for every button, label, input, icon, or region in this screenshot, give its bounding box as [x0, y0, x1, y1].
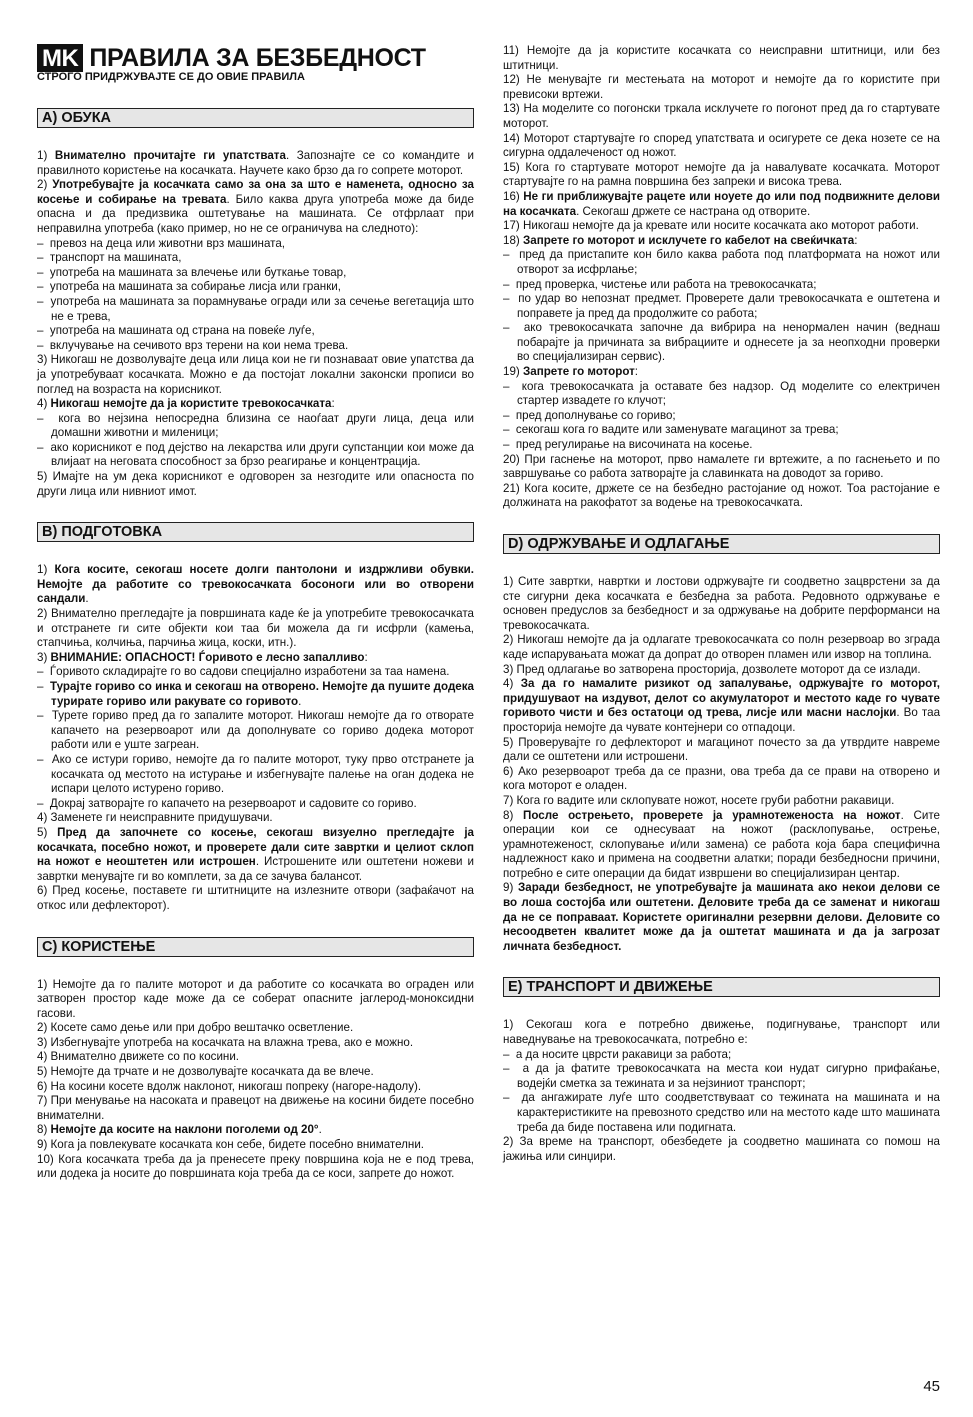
list-item: – кога во нејзина непосредна близина се наоѓаат други лица, деца или домашни животни и миленици; — [37, 411, 475, 440]
paragraph: 7) Кога го вадите или склопувате ножот, носете груби работни ракавици. — [503, 793, 895, 807]
paragraph: 6) Ако резервоарот треба да се празни, ова треба да се прави на отворено и кога моторот е оладен. — [503, 764, 940, 793]
page-number: 45 — [923, 1378, 940, 1395]
page-title: ПРАВИЛА ЗА БЕЗБЕДНОСТ — [89, 44, 426, 72]
paragraph: 11) Немојте да ја користите косачката со неисправни штитници, или без штитници. — [503, 44, 940, 72]
paragraph: 7) При менување на насоката и правецот на движење на косини бидете посебно внимателни. — [37, 1094, 474, 1122]
paragraph: 9) Кога ја повлекувате косачката кон себе, бидете посебно внимателни. — [37, 1138, 425, 1152]
list-item: – ако тревокосачката започне да вибрира на ненормален начин (веднаш побарајте ја причината за вибрациите и однесете ја за неопходни проверки во специјализиран сервис). — [503, 321, 941, 364]
paragraph: 14) Моторот стартувајте го според упатствата и осигурете се дека нозете се на сигурна оддалеченост од ножот. — [503, 131, 940, 160]
page-subtitle: СТРОГО ПРИДРЖУВАЈТЕ СЕ ДО ОВИЕ ПРАВИЛА — [37, 71, 305, 83]
paragraph: 4) За да го намалите ризикот од запалување, одржувајте го моторот, придушуваот на издувот, делот со акумулаторот и местото каде го чувате горивото чисти и без остатоци од трева, лисје или масни наслојки. Во таа просторија немојте да чувате контејнери со отпадоци. — [503, 677, 941, 734]
paragraph: 2) Употребувајте ја косачката само за она за што е наменета, односно за косење и собирање на тревата. Било каква друга употреба може да биде опасна и да предизвика оштетување на машината. Се отфрлаат при неправилна употреба (како пример, но не се ограничува на следното): — [37, 178, 475, 235]
paragraph: 8) После острењето, проверете ја урамнотеженоста на ножот. Сите операции кои се однесуваат на ножот (расклопување, острење, урамнотеженост, склопување и/или замена) се работа која бара специфична надлежност како и примена на соодветни алатки; поради безбедносни причини, потребно е сите операции да бидат извршени во специјализиран центар. — [503, 808, 940, 880]
paragraph: 1) Кога косите, секогаш носете долги пантолони и издржливи обувки. Немојте да работите со тревокосачката босоноги или во отворени сандали. — [37, 563, 474, 606]
section-heading-a: A) ОБУКА — [37, 108, 474, 128]
list-item: – ако корисникот е под дејство на лекарства или други супстанции кои може да влијаат на неговата способност за брзо реагирање и концентрација. — [37, 440, 474, 469]
paragraph: 1) Секогаш кога е потребно движење, подигнување, транспорт или наведнување на тревокосачката, потребно е: — [503, 1018, 940, 1047]
paragraph: 5) Пред да започнете со косење, секогаш визуелно прегледајте ја косачката, посебно ножот, и проверете дали сите завртки и целиот склоп на ножот е неоштетен или истрошен. Истрошените или оштетени ножеви и завртки менувајте ги во комплети, за да се зачува балансот. — [37, 825, 474, 883]
paragraph: 9) Заради безбедност, не употребувајте ја машината ако некои делови се во лоша состојба или оштетени. Деловите треба да се заменат и никогаш да не се поправаат. Користете оригинални резервни делови. Деловите со несоодветен квалитет може да ја оштетат машината и да ја загрозат личната безбедност. — [503, 881, 940, 953]
paragraph: 16) Не ги приближувајте рацете или ноуете до или под подвижните делови на косачката. Секогаш држете се настрана од отворите. — [503, 189, 940, 218]
section-heading-b: B) ПОДГОТОВКА — [37, 522, 474, 542]
list-item: – пред проверка, чистење или работа на тревокосачката; — [503, 277, 817, 291]
list-item: – Докрај затворајте го капачето на резервоарот и садовите со гориво. — [37, 796, 417, 810]
list-item: – секогаш кога го вадите или заменувате магацинот за трева; — [503, 423, 839, 437]
list-item: – употреба на машината за порамнување огради или за сечење вегетација што не е трева, — [37, 294, 474, 323]
list-item: – употреба на машината од страна на повеќе луѓе, — [37, 324, 315, 338]
paragraph: 1) Немојте да го палите моторот и да работите со косачката во ограден или затворен простор каде може да се соберат опасните јаглерод-моноксидни гасови. — [37, 977, 474, 1020]
list-item: – употреба на машината за влечење или буткање товар, — [37, 265, 347, 279]
paragraph: 3) ВНИМАНИЕ: ОПАСНОСТ! Ѓоривото е лесно запалливо: — [37, 650, 368, 664]
paragraph: 21) Кога косите, држете се на безбедно растојание од ножот. Тоа растојание е должината на ракофатот за водење на тревокосачката. — [503, 481, 940, 510]
list-item: – транспорт на машината, — [37, 251, 182, 265]
page-header — [37, 44, 474, 72]
list-item: – Турете гориво пред да го запалите моторот. Никогаш немојте да го отворате капачето на резервоарот или да дополнувате со гориво додека моторот работи или е уште загреан. — [37, 709, 474, 752]
section-heading-e: E) ТРАНСПОРТ И ДВИЖЕЊЕ — [503, 977, 940, 997]
paragraph: 12) Не менувајте ги местењата на моторот и немојте да го користите при превисоки вртежи. — [503, 73, 940, 101]
paragraph: 4) Внимателно движете со по косини. — [37, 1050, 240, 1064]
list-item: – Ѓоривото складирајте го во садови специјално изработени за таа намена. — [37, 665, 450, 679]
paragraph: 2) Внимателно прегледајте ја површината каде ќе ја употребите тревокосачката и отстранете ги сите објекти кои таа би можела да ги исфрли (камења, стапчиња, колчиња, парчиња жица, коски, итн.). — [37, 607, 474, 650]
paragraph: 3) Никогаш не дозволувајте деца или лица кои не ги познаваат овие упатства да ја употребуваат косачката. Можно е да постојат локални законски прописи во поглед на возраста на корисникот. — [37, 353, 474, 396]
list-item: – кога тревокосачката ја оставате без надзор. Од моделите со електричен стартер извадете го клучот; — [503, 379, 940, 408]
paragraph: 2) Косете само дење или при добро вештачко осветление. — [37, 1021, 354, 1035]
list-item: – пред регулирање на височината на косење. — [503, 438, 753, 452]
section-heading-d: D) ОДРЖУВАЊЕ И ОДЛАГАЊЕ — [503, 534, 940, 554]
list-item: – вклучување на сечивото врз терени на кои нема трева. — [37, 338, 349, 352]
list-item: – по удар во непознат предмет. Проверете дали тревокосачката е оштетена и поправете ја пред да продолжите со работа; — [503, 292, 940, 320]
paragraph: 3) Избегнувајте употреба на косачката на влажна трева, ако е можно. — [37, 1035, 414, 1049]
paragraph: 2) Никогаш немојте да ја одлагате тревокосачката со полн резервоар во зграда каде испарувањата можат да допрат до отворен пламен или извор на топлина. — [503, 633, 940, 661]
paragraph: 8) Немојте да косите на наклони поголеми од 20°. — [37, 1123, 322, 1137]
paragraph: 20) При гаснење на моторот, прво намалете ги вртежите, а по гаснењето и по завршување со работа затворајте ја славинката на доводот за гориво. — [503, 452, 940, 481]
paragraph: 19) Запрете го моторот: — [503, 365, 639, 379]
list-item: – Турајте гориво со инка и секогаш на отворено. Немојте да пушите додека турирате гориво или ракувате со горивото. — [37, 680, 474, 708]
paragraph: 17) Никогаш немојте да ја кревате или носите косачката ако моторот работи. — [503, 219, 919, 233]
paragraph: 6) Пред косење, поставете ги штитниците на излезните отвори (зафаќачот на откос или дефлекторот). — [37, 884, 474, 912]
list-item: – превоз на деца или животни врз машината, — [37, 236, 285, 250]
paragraph: 2) За време на транспорт, обезбедете ја соодветно машината со помош на јажиња или синџири. — [503, 1135, 940, 1163]
paragraph: 1) Внимателно прочитајте ги упатствата. Запознајте се со командите и правилното користење на косачката. Научете како брзо да го сопрете моторот. — [37, 149, 475, 177]
list-item: – пред да пристапите кон било каква работа под платформата на ножот или отворот за исфрлање; — [503, 248, 940, 276]
paragraph: 5) Проверувајте го дефлекторот и магацинот почесто за да утврдите навреме дали се оштетени или истрошени. — [503, 735, 940, 764]
paragraph: 5) Имајте на ум дека корисникот е одговорен за незгодите или опасноста по други лица или нивниот имот. — [37, 470, 474, 498]
paragraph: 15) Кога го стартувате моторот немојте да ја навалувате косачката. Моторот стартувајте го на рамна површина без запреки и висока трева. — [503, 160, 940, 189]
right-column — [503, 44, 940, 1164]
paragraph: 18) Запрете го моторот и исклучете го кабелот на свеќичката: — [503, 233, 858, 247]
paragraph: 13) На моделите со погонски тркала исклучете го погонот пред да го стартувате моторот. — [503, 102, 940, 130]
list-item: – Ако се истури гориво, немојте да го палите моторот, туку прво отстранете ја косачката од местото на истурање и избегнувајте палење на оган додека не испари целото истурено гориво. — [37, 752, 474, 796]
list-item: – а да носите цврсти ракавици за работа; — [503, 1047, 732, 1061]
list-item: – а да ја фатите тревокосачката на места кои нудат сигурно прифаќање, водејќи сметка за тежината и за нејзиниот транспорт; — [503, 1062, 940, 1090]
left-column — [37, 44, 474, 1182]
language-badge: MK — [37, 44, 83, 72]
section-heading-c: C) КОРИСТЕЊЕ — [37, 937, 474, 957]
paragraph: 4) Заменете ги неисправните придушувачи. — [37, 811, 273, 825]
list-item: – да ангажирате луѓе што соодветствуваат со тежината на машината и на карактеристиките на превозното средство или на местото каде што машината треба да биде поставена или подигната. — [503, 1091, 941, 1134]
list-item: – употреба на машината за собирање лисја или гранки, — [37, 280, 341, 294]
list-item: – пред дополнување со гориво; — [503, 408, 676, 422]
paragraph: 4) Никогаш немојте да ја користите тревокосачката: — [37, 397, 335, 411]
paragraph: 6) На косини косете вдолж наклонот, никогаш попреку (нагоре-надолу). — [37, 1079, 422, 1093]
paragraph: 1) Сите завртки, навртки и лостови одржувајте ги соодветно зацврстени за да сте сигурни дека косачката е безбедна за работа. Редовното одржување е основен предуслов за безбедност и за одржување на добрите перформанси на тревокосачката. — [503, 575, 940, 632]
paragraph: 5) Немојте да трчате и не дозволувајте косачката да ве влече. — [37, 1065, 374, 1079]
paragraph: 3) Пред одлагање во затворена просторија, дозволете моторот да се излади. — [503, 662, 921, 676]
paragraph: 10) Кога косачката треба да ја пренесете преку површина која не е под трева, или додека ја носите до површината која треба да се коси, запрете до ножот. — [37, 1152, 474, 1181]
